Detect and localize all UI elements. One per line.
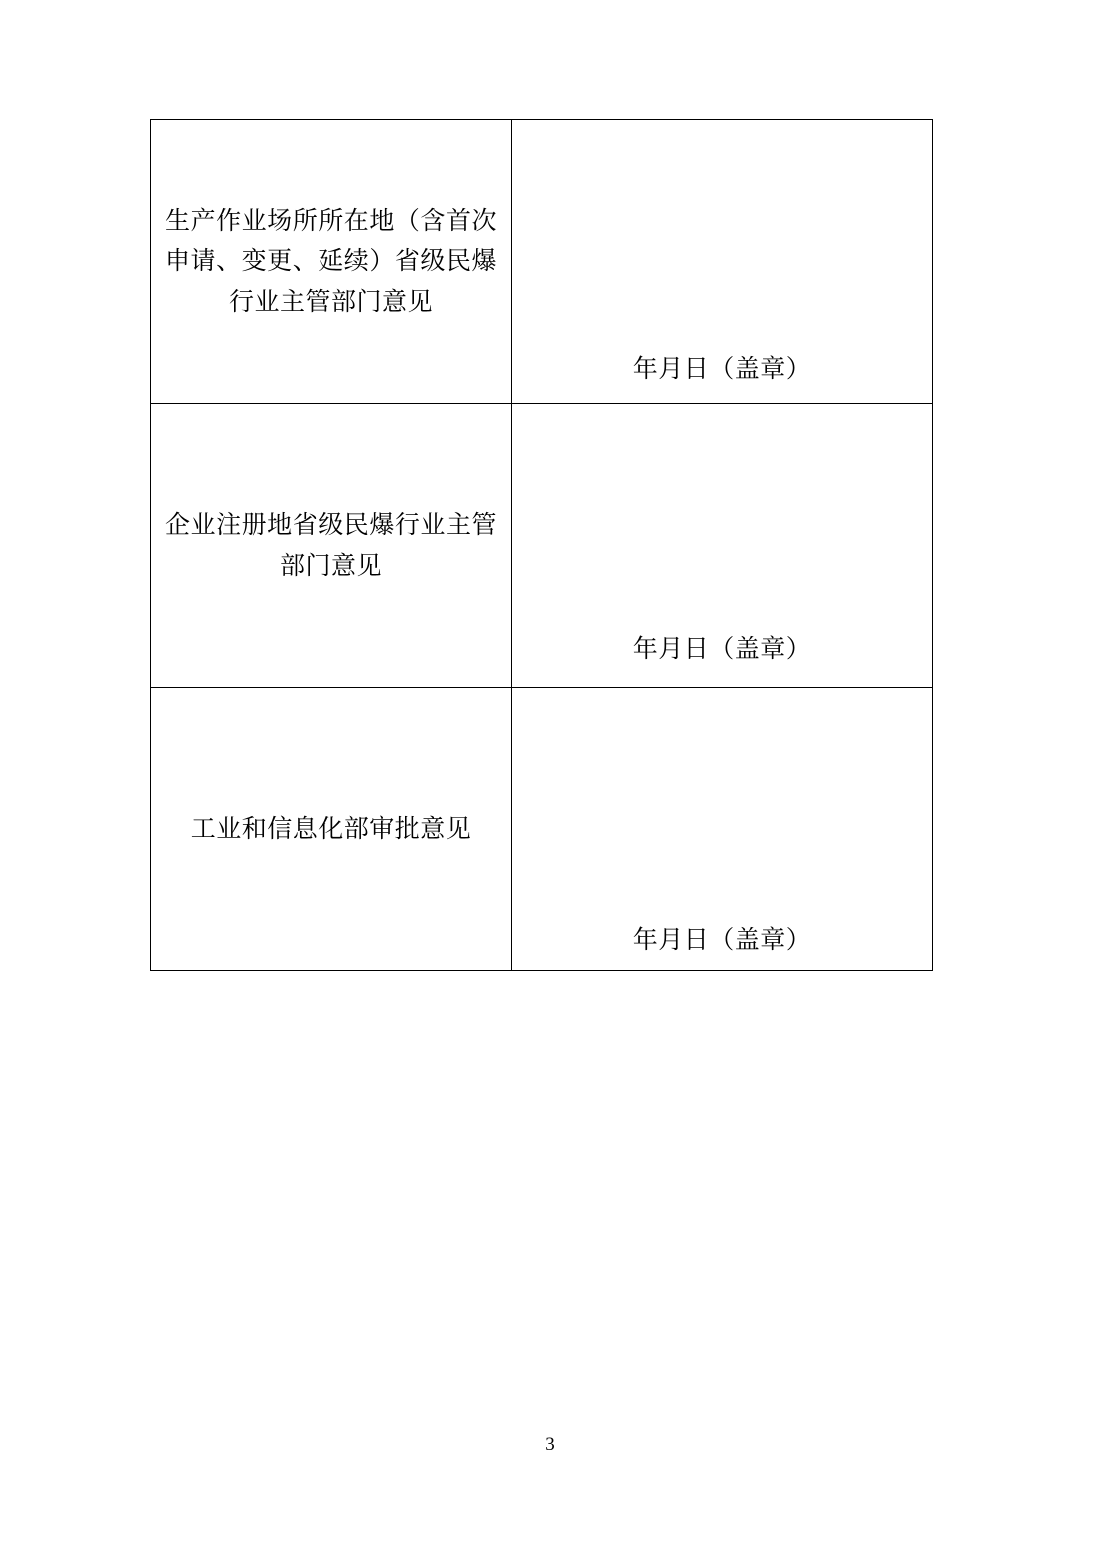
table-cell-label-registration-place [151, 404, 512, 688]
seal-line-production-site: 年月日（盖章） [632, 355, 812, 383]
label-registration-place-provincial-opinion: 企业注册地省级民爆行业主管部门意见 [165, 511, 497, 580]
table-cell-opinion-miit[interactable] [512, 688, 933, 971]
table-row [151, 404, 933, 688]
label-production-site-provincial-opinion: 生产作业场所所在地（含首次申请、变更、延续）省级民爆行业主管部门意见 [165, 206, 497, 316]
table-cell-opinion-registration-place[interactable] [512, 404, 933, 688]
table-row [151, 688, 933, 971]
page-number: 3 [545, 1434, 555, 1455]
table-cell-opinion-production-site[interactable] [512, 120, 933, 404]
table-cell-label-miit-approval [151, 688, 512, 971]
approval-opinions-table [150, 119, 933, 971]
table-row [151, 120, 933, 404]
label-miit-approval-opinion: 工业和信息化部审批意见 [190, 814, 472, 843]
seal-line-registration-place: 年月日（盖章） [632, 635, 812, 663]
table-cell-label-production-site [151, 120, 512, 404]
seal-line-miit: 年月日（盖章） [632, 926, 812, 954]
